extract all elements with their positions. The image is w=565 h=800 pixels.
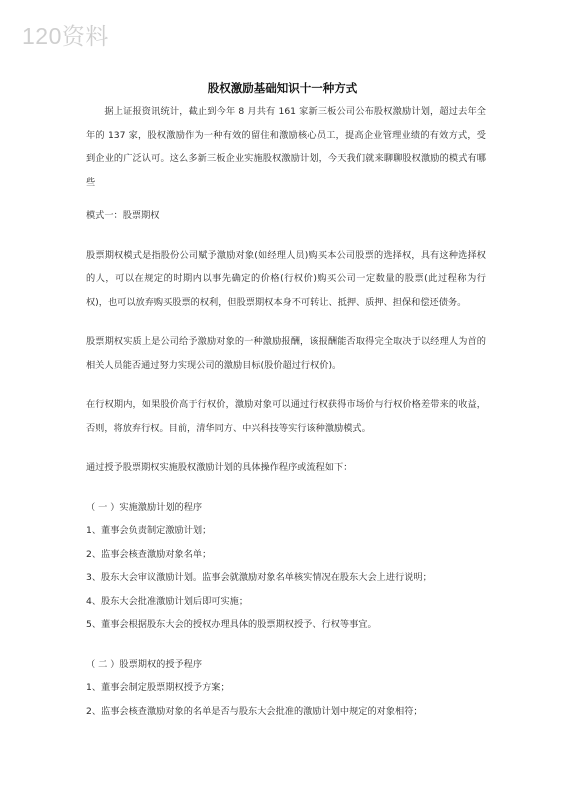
document-title: 股权激励基础知识十一种方式 [207,81,358,95]
list-item: 2、监事会核查激励对象名单； [86,548,212,560]
list-item: 1、董事会制定股票期权授予方案； [86,682,230,693]
paragraph-procedure-intro: 通过授予股票期权实施股权激励计划的具体操作程序或流程如下： [86,462,353,473]
paragraph-essence: 股票期权实质上是公司给予激励对象的一种激励报酬，该报酬能否取得完全取决于以经理人为首的相关人员能否通过努力实现公司的激励目标(股价超过行权价)。 [86,336,486,371]
list-item: 5、董事会根据股东大会的授权办理具体的股票期权授予、行权等事宜。 [86,619,377,630]
section-heading-mode1: 模式一：股票期权 [86,210,160,221]
subsection-heading-2: （ 二 ）股票期权的授予程序 [86,658,203,670]
intro-paragraph: 据上证报资讯统计，截止到今年 8 月共有 161 家新三板公司公布股权激励计划，超过去年全年的 137 家，股权激励作为一种有效的留住和激励核心员工，提高企业管理业绩的有效方式，受到企业的广泛认可。这么多新三板企业实施股权激励计划，今天我们就来聊聊股权激励的模式有哪些 [86,106,486,188]
subsection-heading-1: （ 一 ）实施激励计划的程序 [86,501,203,513]
paragraph-definition: 股票期权模式是指股份公司赋予激励对象(如经理人员)购买本公司股票的选择权，具有这种选择权的人，可以在规定的时期内以事先确定的价格(行权价)购买公司一定数量的股票(此过程称为行权)，也可以放弃购买股票的权利，但股票期权本身不可转让、抵押、质押、担保和偿还债务。 [86,249,486,308]
list-item: 3、股东大会审议激励计划。监事会就激励对象名单核实情况在股东大会上进行说明； [86,572,432,583]
watermark-logo: 120资料 [22,23,109,49]
list-item: 2、监事会核查激励对象的名单是否与股东大会批准的激励计划中规定的对象相符； [86,705,423,717]
list-item: 4、股东大会批准激励计划后即可实施； [86,595,249,607]
document-body [86,100,486,723]
list-item: 1、董事会负责制定激励计划； [86,525,212,536]
paragraph-exercise: 在行权期内，如果股价高于行权价，激励对象可以通过行权获得市场价与行权价格差带来的收益，否则，将放弃行权。目前，清华同方、中兴科技等实行该种激励模式。 [86,399,486,434]
